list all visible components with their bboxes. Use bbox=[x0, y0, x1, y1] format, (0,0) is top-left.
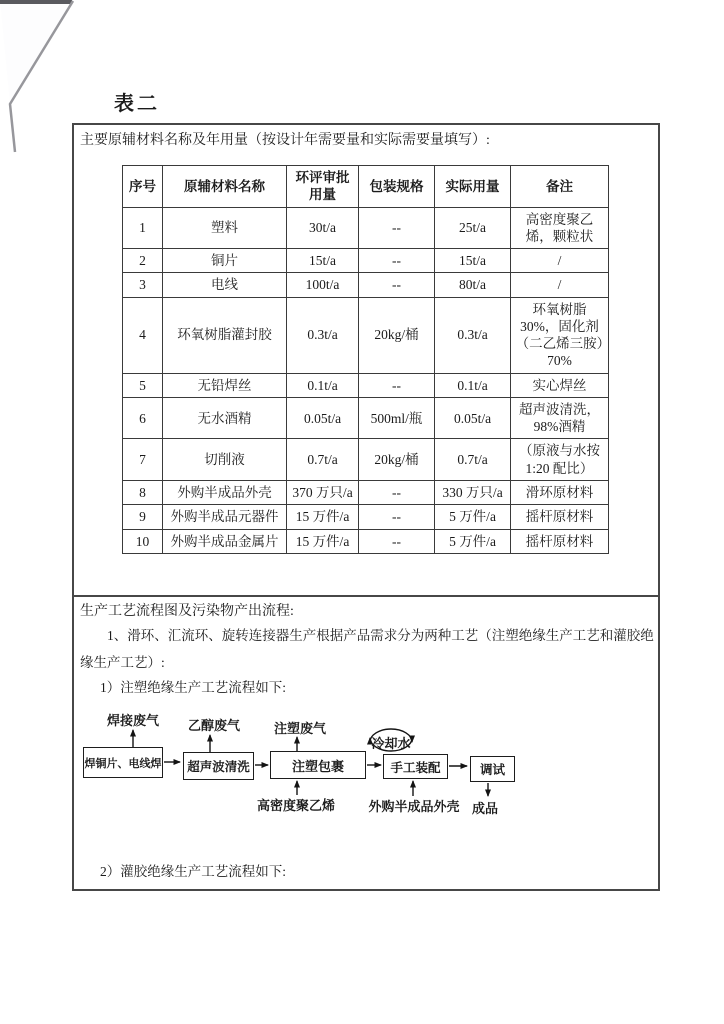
column-header: 实际用量 bbox=[435, 166, 511, 208]
table-cell: 高密度聚乙烯，颗粒状 bbox=[511, 207, 609, 249]
document-title: 表二 bbox=[114, 93, 160, 115]
table-cell: 外购半成品外壳 bbox=[163, 480, 287, 504]
column-header: 原辅材料名称 bbox=[163, 166, 287, 208]
table-cell: 4 bbox=[123, 297, 163, 373]
table-cell: -- bbox=[359, 505, 435, 529]
table-cell: 370 万只/a bbox=[287, 480, 359, 504]
table-cell: 100t/a bbox=[287, 273, 359, 297]
flow-step-manual-assembly: 手工装配 bbox=[383, 754, 448, 779]
table-cell: 1 bbox=[123, 207, 163, 249]
label-cooling-water: 冷却水 bbox=[371, 736, 411, 751]
table-cell: 25t/a bbox=[435, 207, 511, 249]
label-molding-exhaust: 注塑废气 bbox=[273, 721, 327, 736]
table-cell: 0.3t/a bbox=[435, 297, 511, 373]
table-cell: 环氧树脂灌封胶 bbox=[163, 297, 287, 373]
table-row bbox=[123, 505, 609, 529]
table-row bbox=[123, 480, 609, 504]
table-cell: 15 万件/a bbox=[287, 505, 359, 529]
table-cell: 电线 bbox=[163, 273, 287, 297]
table-cell: （原液与水按 1:20 配比） bbox=[511, 439, 609, 481]
label-finished-product: 成品 bbox=[471, 801, 499, 816]
table-body bbox=[123, 207, 609, 553]
table-row bbox=[123, 297, 609, 373]
table-cell: -- bbox=[359, 480, 435, 504]
table-cell: 15t/a bbox=[435, 249, 511, 273]
column-header: 环评审批用量 bbox=[287, 166, 359, 208]
table-cell: 80t/a bbox=[435, 273, 511, 297]
label-ethanol-exhaust: 乙醇废气 bbox=[187, 718, 241, 733]
table-row bbox=[123, 207, 609, 249]
table-cell: 5 bbox=[123, 373, 163, 397]
table-cell: 无铅焊丝 bbox=[163, 373, 287, 397]
table-cell: 0.05t/a bbox=[435, 397, 511, 439]
table-row bbox=[123, 397, 609, 439]
table-header-row bbox=[123, 166, 609, 208]
table-row bbox=[123, 373, 609, 397]
table-cell: / bbox=[511, 273, 609, 297]
table-cell: 8 bbox=[123, 480, 163, 504]
process-section-heading: 生产工艺流程图及污染物产出流程: bbox=[80, 604, 294, 619]
table-cell: 塑料 bbox=[163, 207, 287, 249]
table-row bbox=[123, 439, 609, 481]
flow-step-injection-molding: 注塑包裹 bbox=[270, 751, 366, 779]
table-row bbox=[123, 529, 609, 553]
table-cell: -- bbox=[359, 207, 435, 249]
table-cell: 0.1t/a bbox=[435, 373, 511, 397]
table-cell: 5 万件/a bbox=[435, 505, 511, 529]
table-cell: 2 bbox=[123, 249, 163, 273]
table-cell: -- bbox=[359, 373, 435, 397]
materials-section-heading: 主要原辅材料名称及年用量（按设计年需要量和实际需要量填写）: bbox=[80, 133, 490, 148]
table-cell: 30t/a bbox=[287, 207, 359, 249]
table-cell: 0.05t/a bbox=[287, 397, 359, 439]
flow-step-debugging: 调试 bbox=[470, 756, 515, 782]
table-cell: 15 万件/a bbox=[287, 529, 359, 553]
table-cell: 10 bbox=[123, 529, 163, 553]
table-cell: / bbox=[511, 249, 609, 273]
label-hdpe-input: 高密度聚乙烯 bbox=[256, 798, 336, 813]
table-row bbox=[123, 249, 609, 273]
table-cell: 0.7t/a bbox=[435, 439, 511, 481]
label-welding-exhaust: 焊接废气 bbox=[106, 713, 160, 728]
column-header: 序号 bbox=[123, 166, 163, 208]
table-cell: 0.7t/a bbox=[287, 439, 359, 481]
process-intro-paragraph: 1、滑环、汇流环、旋转连接器生产根据产品需求分为两种工艺（注塑绝缘生产工艺和灌胶绝缘生产工艺）: bbox=[80, 628, 654, 670]
table-cell: 滑环原材料 bbox=[511, 480, 609, 504]
table-cell: 环氧树脂 30%，固化剂（二乙烯三胺）70% bbox=[511, 297, 609, 373]
table-cell: 7 bbox=[123, 439, 163, 481]
table-cell: 330 万只/a bbox=[435, 480, 511, 504]
table-cell: 500ml/瓶 bbox=[359, 397, 435, 439]
table-cell: 20kg/桶 bbox=[359, 297, 435, 373]
table-cell: 3 bbox=[123, 273, 163, 297]
table-cell: -- bbox=[359, 273, 435, 297]
table-cell: 6 bbox=[123, 397, 163, 439]
table-cell: 15t/a bbox=[287, 249, 359, 273]
table-cell: 外购半成品金属片 bbox=[163, 529, 287, 553]
table-cell: 5 万件/a bbox=[435, 529, 511, 553]
table-cell: 摇杆原材料 bbox=[511, 529, 609, 553]
table-cell: 摇杆原材料 bbox=[511, 505, 609, 529]
column-header: 备注 bbox=[511, 166, 609, 208]
table-cell: 铜片 bbox=[163, 249, 287, 273]
table-cell: -- bbox=[359, 529, 435, 553]
table-cell: -- bbox=[359, 249, 435, 273]
table-cell: 无水酒精 bbox=[163, 397, 287, 439]
table-row bbox=[123, 273, 609, 297]
page-corner-fold-artifact bbox=[0, 0, 73, 152]
materials-table bbox=[122, 165, 609, 554]
flow-step-ultrasonic-cleaning: 超声波清洗 bbox=[183, 752, 254, 780]
process-subheading-1: 1）注塑绝缘生产工艺流程如下: bbox=[100, 680, 287, 695]
table-cell: 超声波清洗，98%酒精 bbox=[511, 397, 609, 439]
table-cell: 实心焊丝 bbox=[511, 373, 609, 397]
flow-step-welding: 焊铜片、电线焊 bbox=[83, 747, 163, 778]
table-cell: 切削液 bbox=[163, 439, 287, 481]
label-purchased-shell-input: 外购半成品外壳 bbox=[368, 799, 460, 814]
table-cell: 外购半成品元器件 bbox=[163, 505, 287, 529]
column-header: 包装规格 bbox=[359, 166, 435, 208]
section-divider-line bbox=[72, 595, 660, 597]
table-cell: 9 bbox=[123, 505, 163, 529]
table-cell: 0.3t/a bbox=[287, 297, 359, 373]
process-subheading-2: 2）灌胶绝缘生产工艺流程如下: bbox=[100, 864, 287, 879]
table-cell: 0.1t/a bbox=[287, 373, 359, 397]
table-cell: 20kg/桶 bbox=[359, 439, 435, 481]
